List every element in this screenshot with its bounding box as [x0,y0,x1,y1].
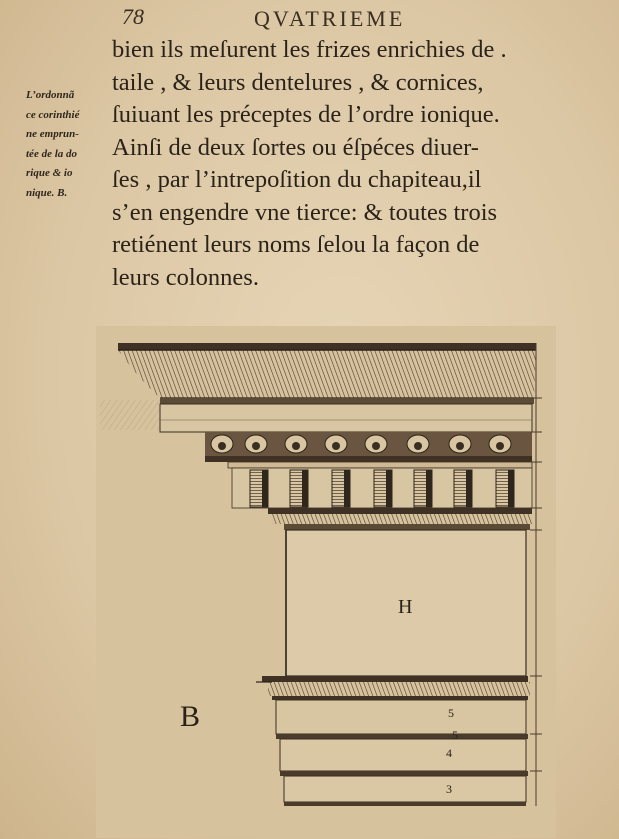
text-line: ſuiuant les préceptes de l’ordre ionique. [112,101,500,128]
figure-label: B [180,700,201,733]
dentil-course [228,462,532,508]
bed-molding [268,508,532,530]
page-number: 78 [122,4,144,29]
dimension-mark: 4 [446,746,452,760]
text-line: ſes , par l’intrepoſition du chapiteau,il [112,166,482,193]
architrave [262,676,530,806]
text-line: retiénent leurs noms ſelou la façon de [112,231,480,258]
text-line: Ainſi de deux ſortes ou éſpéces diuer- [112,133,479,161]
text-line: leurs colonnes. [112,263,259,291]
dimension-mark: 5 [452,728,458,742]
dimension-mark: 5 [448,706,454,720]
cornice-corona [118,343,536,398]
egg-and-dart-molding [205,432,532,462]
cornice-fascia [160,398,534,432]
margin-note-line: tée de la do [26,147,78,160]
dimension-mark: 3 [446,782,452,796]
margin-note-line: nique. B. [26,186,68,199]
margin-note-line: L’ordonnã [26,89,75,101]
margin-note-line: ce corinthié [26,108,80,121]
text-line: s’en engendre vne tierce: & toutes trois [112,198,498,226]
text-line: bien ils meſurent les frizes enrichies de . [112,36,507,63]
running-head: QVATRIEME [254,6,406,31]
margin-note-line: rique & io [26,167,73,179]
text-line: taile , & leurs dentelures , & cornices, [112,68,484,96]
margin-note-line: ne emprun- [26,128,79,140]
frieze-label: H [398,596,413,618]
